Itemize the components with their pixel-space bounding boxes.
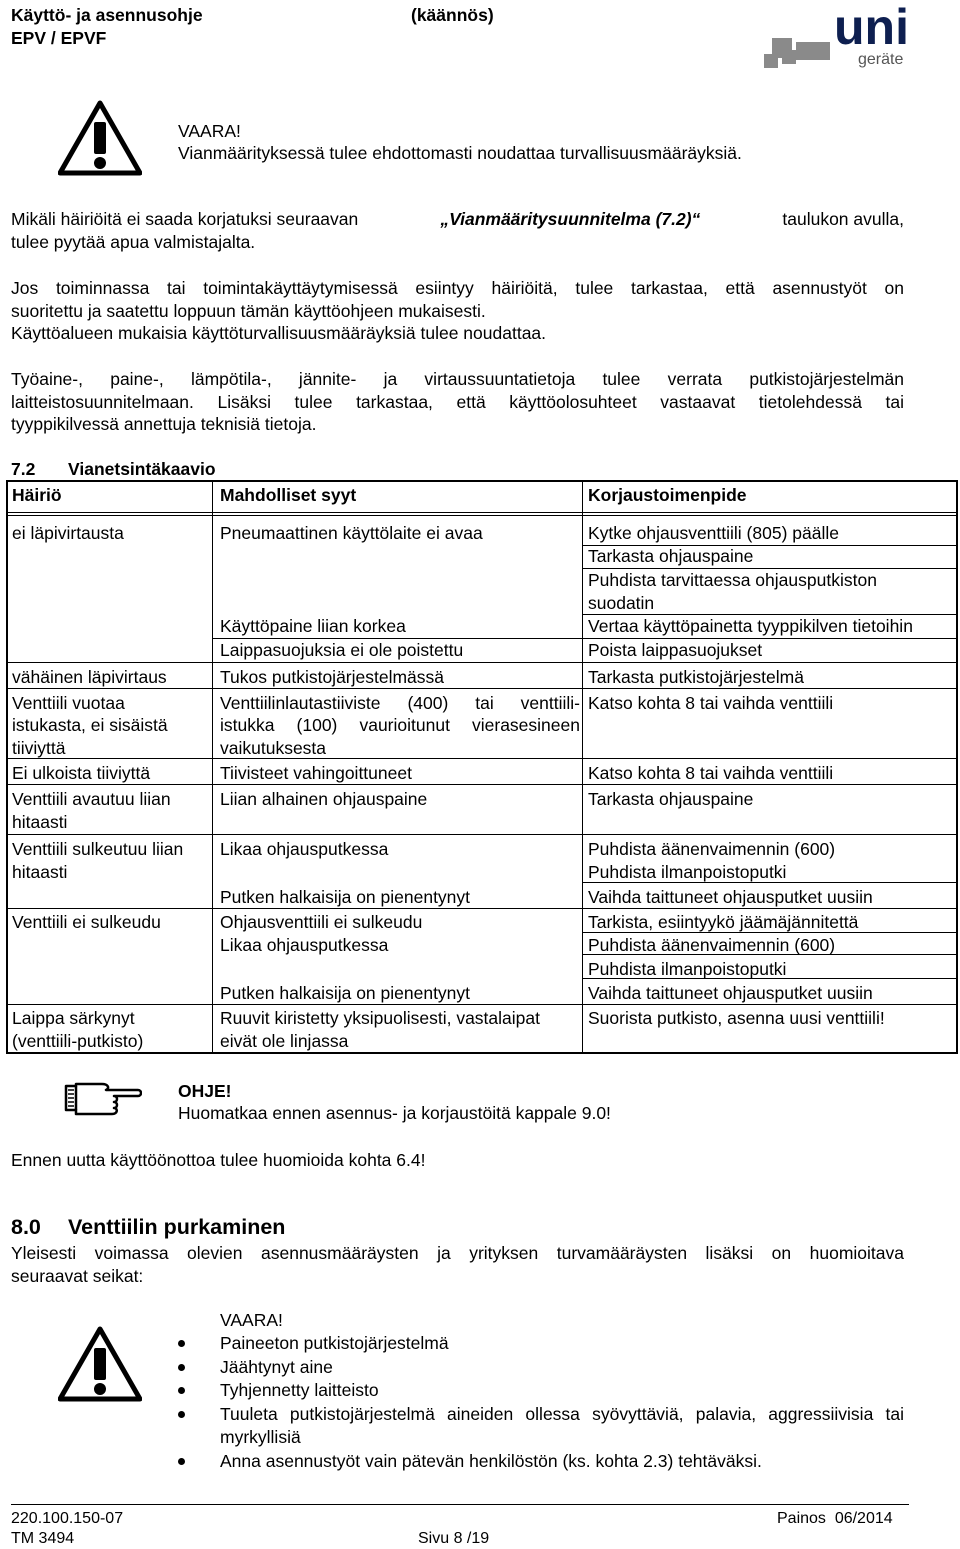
header-remedy: Korjaustoimenpide [588, 485, 747, 505]
paragraph-text: laitteistosuunnitelmaan. Lisäksi tulee tarkastaa, että käyttöolosuhteet vastaavat tietolehdessä tai [11, 392, 904, 412]
cause-cell: Likaa ohjausputkessa [220, 935, 389, 955]
paragraph-text: Käyttöalueen mukaisia käyttöturvallisuusmääräyksiä tulee noudattaa. [11, 323, 547, 343]
row-divider [8, 758, 956, 759]
fault-cell: Ei ulkoista tiiviyttä [12, 763, 151, 783]
translation-label: (käännös) [411, 5, 494, 25]
warning-triangle-icon [58, 1326, 142, 1402]
cause-cell: Tiivisteet vahingoittuneet [220, 763, 412, 783]
header-causes: Mahdolliset syyt [220, 485, 357, 505]
cause-cell: istukka (100) vaurioitunut vierasesineen [220, 715, 580, 735]
header-divider [8, 515, 956, 516]
warning-title: VAARA! [178, 121, 241, 141]
note-title: OHJE! [178, 1081, 232, 1101]
fault-cell: hitaasti [12, 812, 68, 832]
remedy-cell: Vaihda taittuneet ohjausputket uusiin [588, 887, 873, 907]
row-divider [8, 834, 956, 835]
product-code: EPV / EPVF [11, 28, 107, 48]
edition: Painos 06/2014 [777, 1510, 893, 1527]
remedy-cell: Kytke ohjausventtiili (805) päälle [588, 523, 839, 543]
paragraph-text: tulee pyytää apua valmistajalta. [11, 232, 256, 252]
fault-cell: Laippa särkynyt [12, 1008, 135, 1028]
section-intro: seuraavat seikat: [11, 1266, 144, 1286]
fault-cell: Venttiili vuotaa [12, 693, 125, 713]
remedy-cell: Puhdista äänenvaimennin (600) [588, 839, 836, 859]
fault-cell: vähäinen läpivirtaus [12, 667, 167, 687]
fault-cell: Venttiili sulkeutuu liian [12, 839, 184, 859]
header-fault: Häiriö [12, 485, 62, 505]
row-divider [8, 662, 956, 663]
list-item: Anna asennustyöt vain pätevän henkilöstön (ks. kohta 2.3) tehtäväksi. [178, 1450, 904, 1474]
list-item: Tyhjennetty laitteisto [178, 1379, 904, 1403]
remedy-cell: Puhdista ilmanpoistoputki [588, 862, 787, 882]
remedy-cell: Vaihda taittuneet ohjausputket uusiin [588, 983, 873, 1003]
remedy-cell: Tarkista, esiintyykö jäämäjännitettä [588, 912, 859, 932]
remedy-cell: Tarkasta putkistojärjestelmä [588, 667, 804, 687]
cause-cell: Käyttöpaine liian korkea [220, 616, 406, 636]
fault-cell: istukasta, ei sisäistä [12, 715, 168, 735]
cause-cell: vaikutuksesta [220, 738, 327, 758]
doc-number: 220.100.150-07 [11, 1510, 124, 1527]
remedy-cell: Tarkasta ohjauspaine [588, 546, 754, 566]
section-title: Venttiilin purkaminen [68, 1215, 286, 1239]
paragraph-text: Mikäli häiriöitä ei saada korjatuksi seuraavan [11, 209, 359, 229]
table-reference: „Vianmääritysuunnitelma (7.2)“ [440, 209, 701, 229]
tm-number: TM 3494 [11, 1530, 75, 1547]
fault-cell: Venttiili avautuu liian [12, 789, 171, 809]
section-number: 8.0 [11, 1215, 41, 1239]
cause-cell: eivät ole linjassa [220, 1031, 349, 1051]
cause-cell: Putken halkaisija on pienentynyt [220, 983, 471, 1003]
cause-cell: Venttiilinlautastiiviste (400) tai venttiili- [220, 693, 580, 713]
header-divider [8, 512, 956, 513]
list-item: Tuuleta putkistojärjestelmä aineiden ollessa syövyttäviä, palavia, aggressiivisia tai myrkyllisiä [178, 1403, 904, 1450]
cause-cell: Liian alhainen ohjauspaine [220, 789, 428, 809]
remedy-cell: Katso kohta 8 tai vaihda venttiili [588, 693, 834, 713]
paragraph-line [11, 208, 904, 231]
page-number: Sivu 8 /19 [418, 1530, 490, 1547]
fault-cell: (venttiili-putkisto) [12, 1031, 144, 1051]
paragraph-text: Jos toiminnassa tai toimintakäyttäytymisessä esiintyy häiriöitä, tulee tarkastaa, että asennustyöt on [11, 278, 904, 298]
cause-cell: Putken halkaisija on pienentynyt [220, 887, 471, 907]
remedy-cell: Poista laippasuojukset [588, 640, 763, 660]
remedy-cell: Katso kohta 8 tai vaihda venttiili [588, 763, 834, 783]
remedy-cell: suodatin [588, 593, 655, 613]
list-item: Paineeton putkistojärjestelmä [178, 1332, 904, 1356]
cause-cell: Pneumaattinen käyttölaite ei avaa [220, 523, 483, 543]
warning-text: Vianmäärityksessä tulee ehdottomasti noudattaa turvallisuusmääräyksiä. [178, 143, 742, 163]
safety-checklist [178, 1332, 904, 1474]
fault-cell: Venttiili ei sulkeudu [12, 912, 161, 932]
warning-title: VAARA! [220, 1310, 283, 1330]
paragraph-text: tyyppikilvessä annettuja teknisiä tietoja. [11, 414, 317, 434]
svg-text:uni: uni [834, 2, 909, 55]
startup-note: Ennen uutta käyttöönottoa tulee huomioida kohta 6.4! [11, 1150, 426, 1170]
cause-cell: Tukos putkistojärjestelmässä [220, 667, 445, 687]
remedy-cell: Suorista putkisto, asenna uusi venttiili! [588, 1008, 885, 1028]
section-number: 7.2 [11, 459, 36, 479]
list-item: Jäähtynyt aine [178, 1356, 904, 1380]
remedy-cell: Vertaa käyttöpainetta tyyppikilven tietoihin [588, 616, 913, 636]
remedy-cell: Tarkasta ohjauspaine [588, 789, 754, 809]
fault-cell: ei läpivirtausta [12, 523, 124, 543]
fault-cell: tiiviyttä [12, 738, 66, 758]
uni-geraete-logo [762, 2, 912, 74]
svg-text:geräte: geräte [858, 51, 904, 68]
remedy-cell: Puhdista tarvittaessa ohjausputkiston [588, 570, 877, 590]
document-title: Käyttö- ja asennusohje [11, 5, 203, 25]
note-text: Huomatkaa ennen asennus- ja korjaustöitä kappale 9.0! [178, 1103, 611, 1123]
section-title: Vianetsintäkaavio [68, 459, 216, 479]
cause-cell: Laippasuojuksia ei ole poistettu [220, 640, 464, 660]
section-intro: Yleisesti voimassa olevien asennusmääräysten ja yrityksen turvamääräysten lisäksi on huomioitava [11, 1243, 904, 1263]
footer-divider [11, 1504, 909, 1505]
paragraph-text: Työaine-, paine-, lämpötila-, jännite- ja virtaussuuntatietoja tulee verrata putkistojärjestelmän [11, 369, 904, 389]
cause-cell: Ohjausventtiili ei sulkeudu [220, 912, 423, 932]
fault-cell: hitaasti [12, 862, 68, 882]
pointing-hand-icon [62, 1078, 142, 1118]
column-divider [212, 482, 213, 1052]
warning-triangle-icon [58, 100, 142, 176]
cause-cell: Likaa ohjausputkessa [220, 839, 389, 859]
remedy-cell: Puhdista äänenvaimennin (600) [588, 935, 836, 955]
cause-cell: Ruuvit kiristetty yksipuolisesti, vastalaipat [220, 1008, 540, 1028]
remedy-cell: Puhdista ilmanpoistoputki [588, 959, 787, 979]
paragraph-text: taulukon avulla, [782, 209, 904, 229]
troubleshooting-table [6, 480, 958, 1054]
paragraph-text: suoritettu ja saatettu loppuun tämän käyttöohjeen mukaisesti. [11, 301, 486, 321]
